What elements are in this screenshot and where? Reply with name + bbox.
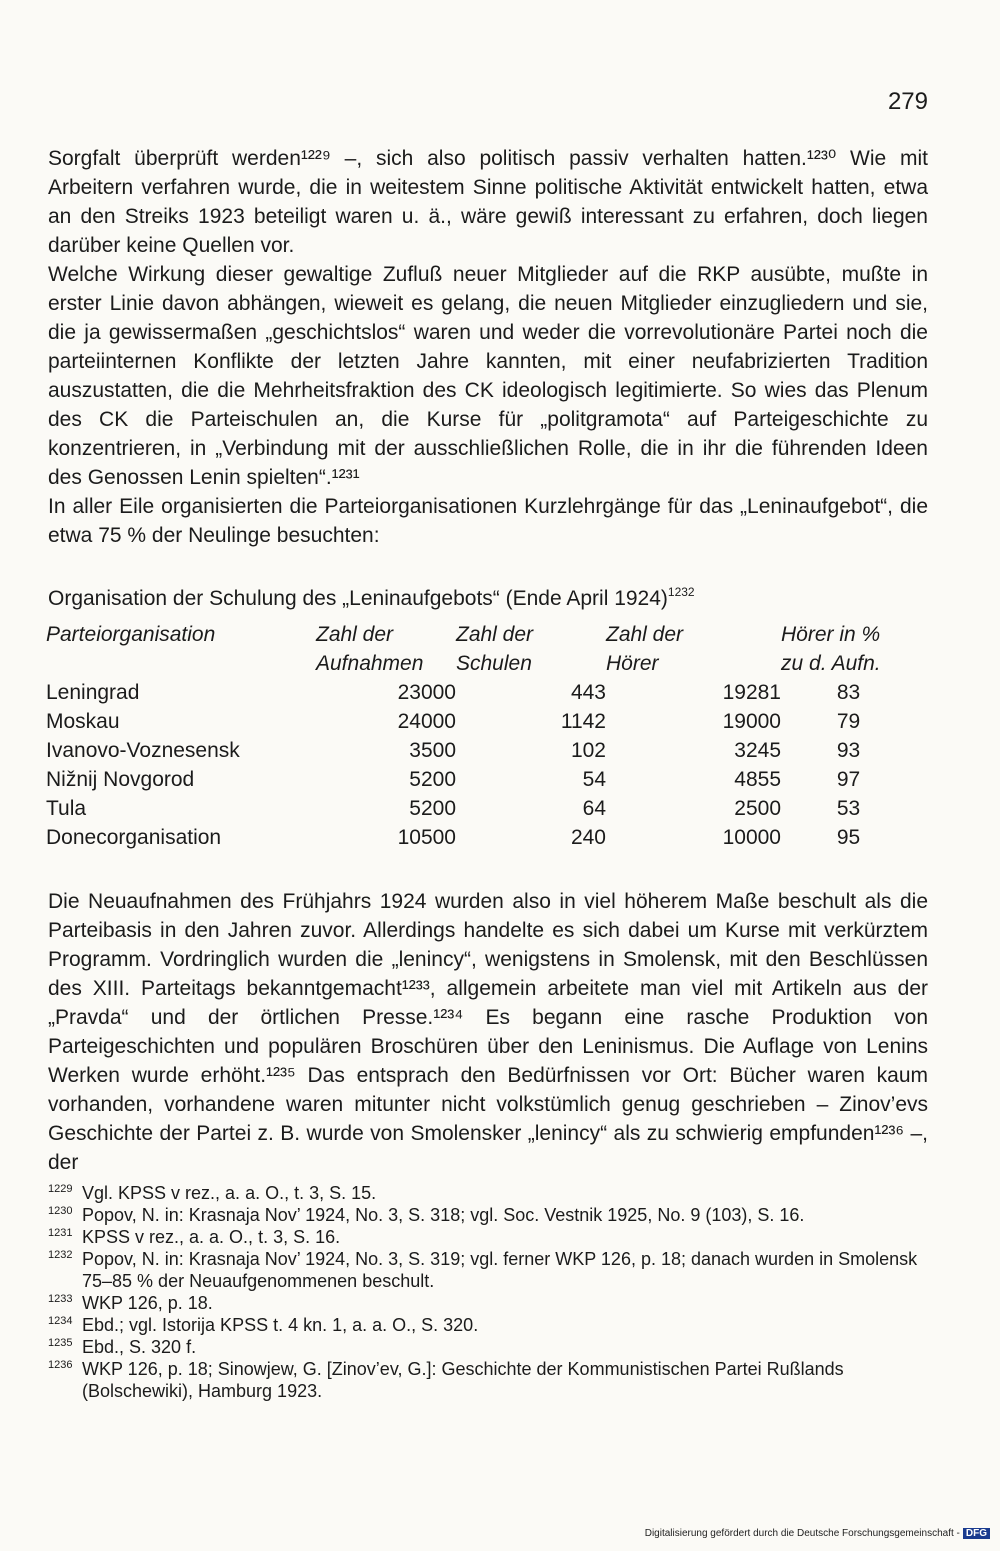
cell-schulen: 443 <box>570 681 606 704</box>
footnote <box>48 1204 928 1226</box>
header-hoerer-prozent: Hörer in % zu d. Aufn. <box>781 623 881 675</box>
cell-schulen: 240 <box>570 826 606 849</box>
footnote-number: 1231 <box>48 1227 73 1239</box>
table-row <box>46 707 916 736</box>
schooling-table <box>46 620 916 852</box>
footnote-text: WKP 126, p. 18; Sinowjew, G. [Zinov’ev, G.]: Geschichte der Kommunistischen Partei Rußlands (Bolschewiki), Hamburg 1923. <box>82 1359 844 1401</box>
footnote-number: 1233 <box>48 1293 73 1305</box>
dfg-logo: DFG <box>963 1528 990 1539</box>
funding-text: Digitalisierung gefördert durch die Deutsche Forschungsgemeinschaft - <box>644 1528 960 1539</box>
cell-org: Nižnij Novgorod <box>46 768 195 791</box>
header-parteiorganisation: Parteiorganisation <box>46 623 216 646</box>
footnote <box>48 1314 928 1336</box>
footnote-text: Popov, N. in: Krasnaja Nov’ 1924, No. 3, S. 318; vgl. Soc. Vestnik 1925, No. 9 (103), S. 16. <box>82 1205 805 1225</box>
table-caption-text: Organisation der Schulung des „Leninaufgebots“ (Ende April 1924) <box>48 587 668 610</box>
paragraph-2: Welche Wirkung dieser gewaltige Zufluß neuer Mitglieder auf die RKP ausübte, mußte in erster Linie davon abhängen, wieweit es gelang, die neuen Mitglieder einzugliedern und sie, die ja gewissermaßen „geschichtslos“ waren und weder die vorrevolutionäre Partei noch die parteiinternen Konflikte der letzten Jahre kannten, mit einer neufabrizierten Tradition auszustatten, die die Mehrheitsfraktion des CK ideologisch legitimierte. So wies das Plenum des CK die Parteischulen an, die Kurse für „politgramota“ auf Parteigeschichte zu konzentrieren, in „Verbindung mit der ausschließlichen Rolle, die in ihr die führenden Ideen des Genossen Lenin spielten“.¹²³¹ <box>48 263 928 489</box>
cell-org: Tula <box>46 797 87 820</box>
header-hoerer: Zahl der Hörer <box>606 623 684 675</box>
cell-prozent: 95 <box>836 826 861 849</box>
footnotes <box>48 1182 928 1402</box>
cell-hoerer: 4855 <box>734 768 781 791</box>
footnote-number: 1235 <box>48 1337 73 1349</box>
cell-org: Moskau <box>46 710 120 733</box>
table-row <box>46 678 916 707</box>
cell-aufnahmen: 23000 <box>397 681 456 704</box>
cell-org: Ivanovo-Voznesensk <box>46 739 240 762</box>
table-row <box>46 794 916 823</box>
table-caption <box>48 587 695 611</box>
table-row <box>46 736 916 765</box>
paragraph-1: Sorgfalt überprüft werden¹²²⁹ –, sich also politisch passiv verhalten hatten.¹²³⁰ Wie mit Arbeitern verfahren wurde, die in weitestem Sinne politische Aktivität entwickelt hatten, etwa an den Streiks 1923 beteiligt waren u. ä., wäre gewiß interessant zu erfahren, doch liegen darüber keine Quellen vor. <box>48 147 928 257</box>
footnote-number: 1230 <box>48 1205 73 1217</box>
body-text-top <box>48 144 928 550</box>
table-caption-note: 1232 <box>667 585 695 599</box>
cell-prozent: 97 <box>836 768 861 791</box>
cell-org: Donecorganisation <box>46 826 222 849</box>
cell-prozent: 83 <box>836 681 861 704</box>
footnote-text: Vgl. KPSS v rez., a. a. O., t. 3, S. 15. <box>82 1183 377 1203</box>
cell-aufnahmen: 3500 <box>409 739 456 762</box>
table-row <box>46 823 916 852</box>
cell-prozent: 93 <box>836 739 861 762</box>
footnote-text: Ebd., S. 320 f. <box>82 1337 197 1357</box>
page-number: 279 <box>887 88 928 115</box>
cell-schulen: 54 <box>582 768 606 791</box>
cell-hoerer: 10000 <box>722 826 781 849</box>
cell-prozent: 79 <box>836 710 861 733</box>
footnote-text: Popov, N. in: Krasnaja Nov’ 1924, No. 3, S. 319; vgl. ferner WKP 126, p. 18; danach wurden in Smolensk 75–85 % der Neuaufgenommenen beschult. <box>82 1249 918 1291</box>
cell-aufnahmen: 10500 <box>397 826 456 849</box>
cell-aufnahmen: 24000 <box>397 710 456 733</box>
footnote <box>48 1248 928 1292</box>
cell-hoerer: 19281 <box>722 681 781 704</box>
footnote-number: 1234 <box>48 1315 73 1327</box>
cell-hoerer: 2500 <box>734 797 781 820</box>
cell-schulen: 64 <box>582 797 606 820</box>
cell-prozent: 53 <box>836 797 861 820</box>
cell-org: Leningrad <box>46 681 140 704</box>
footnote-number: 1232 <box>48 1249 73 1261</box>
paragraph-3: In aller Eile organisierten die Parteiorganisationen Kurzlehrgänge für das „Leninaufgebot“, die etwa 75 % der Neulinge besuchten: <box>48 495 928 547</box>
header-schulen: Zahl der Schulen <box>456 623 534 675</box>
table-row <box>46 765 916 794</box>
cell-aufnahmen: 5200 <box>409 797 456 820</box>
footnote <box>48 1226 928 1248</box>
cell-schulen: 102 <box>570 739 606 762</box>
footnote-text: KPSS v rez., a. a. O., t. 3, S. 16. <box>82 1227 341 1247</box>
cell-schulen: 1142 <box>560 710 606 733</box>
footnote-text: Ebd.; vgl. Istorija KPSS t. 4 kn. 1, a. a. O., S. 320. <box>82 1315 479 1335</box>
cell-hoerer: 3245 <box>734 739 781 762</box>
footnote <box>48 1336 928 1358</box>
cell-hoerer: 19000 <box>722 710 781 733</box>
footnote <box>48 1292 928 1314</box>
funding-footer <box>645 1528 990 1539</box>
footnote <box>48 1182 928 1204</box>
body-text-bottom <box>48 887 928 1177</box>
footnote-number: 1236 <box>48 1359 73 1371</box>
paragraph-4: Die Neuaufnahmen des Frühjahrs 1924 wurden also in viel höherem Maße beschult als die Parteibasis in den Jahren zuvor. Allerdings handelte es sich dabei um Kurse mit verkürztem Programm. Vordringlich wurden die „lenincy“, wenigstens in Smolensk, mit den Beschlüssen des XIII. Parteitags bekanntgemacht¹²³³, allgemein arbeitete man viel mit Artikeln aus der „Pravda“ und der örtlichen Presse.¹²³⁴ Es begann eine rasche Produktion von Parteigeschichten und populären Broschüren über den Leninismus. Die Auflage von Lenins Werken wurde erhöht.¹²³⁵ Das entsprach den Bedürfnissen vor Ort: Bücher waren kaum vorhanden, vorhandene waren mitunter nicht volkstümlich genug geschrieben – Zinov’evs Geschichte der Partei z. B. wurde von Smolensker „lenincy“ als zu schwierig empfunden¹²³⁶ –, der <box>48 890 928 1174</box>
table-header-row <box>46 620 916 678</box>
footnote-text: WKP 126, p. 18. <box>82 1293 213 1313</box>
cell-aufnahmen: 5200 <box>409 768 456 791</box>
header-aufnahmen: Zahl der Aufnahmen <box>316 623 424 675</box>
footnote-number: 1229 <box>48 1183 73 1195</box>
footnote <box>48 1358 928 1402</box>
